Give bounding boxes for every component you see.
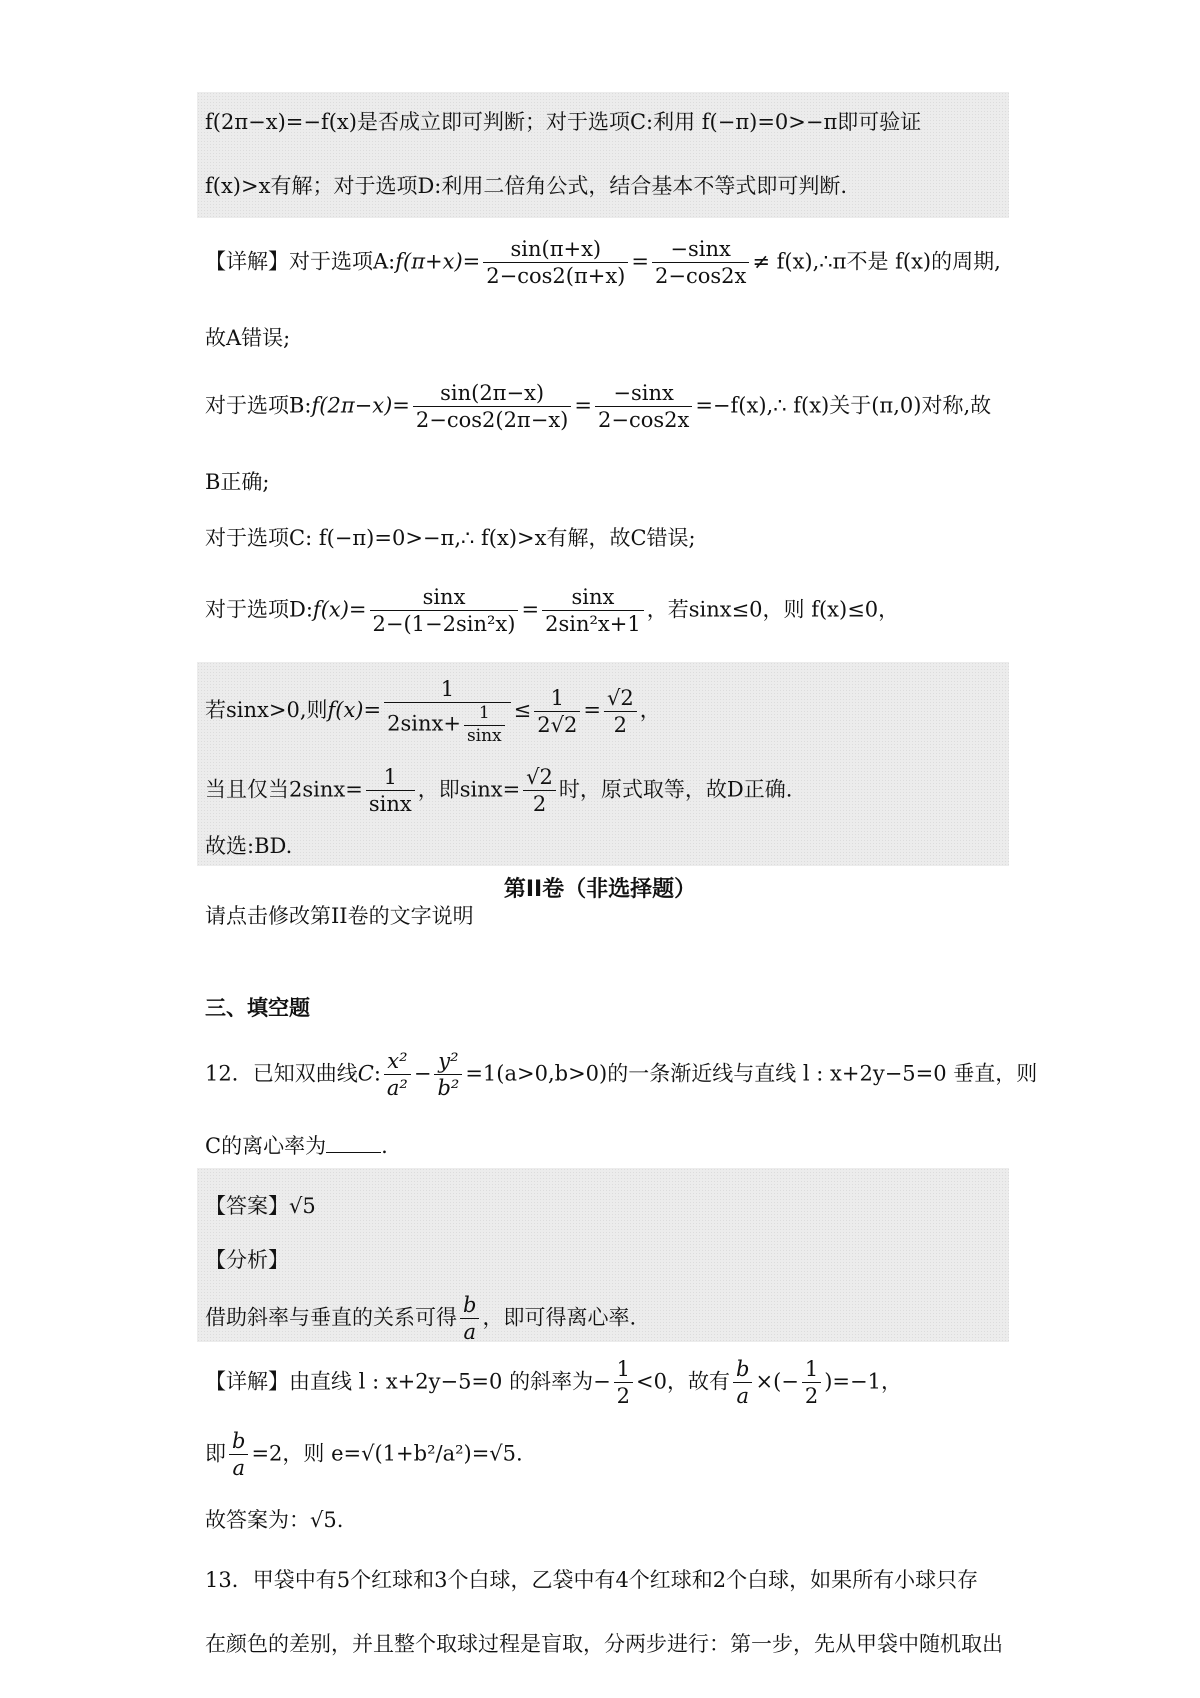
q12-line1 [205, 1048, 1037, 1102]
frac-den: 2−cos2(π+x) [486, 264, 626, 289]
detail-d-lhs: f(x)= [312, 597, 367, 622]
detail-b-lhs: f(2π−x)= [311, 393, 410, 418]
frac-den: 2 [613, 712, 628, 737]
detail12-f2 [733, 1356, 752, 1410]
analysis-frac [460, 1292, 479, 1346]
analysis-prefix: 借助斜率与垂直的关系可得 [205, 1305, 457, 1330]
detail12-mid: <0，故有 [636, 1369, 731, 1394]
frac-den: 2−cos2(2π−x) [415, 408, 569, 433]
answer-value: √5 [289, 1194, 316, 1218]
detail12-tail: )=−1， [824, 1369, 902, 1394]
frac-den: a [232, 1456, 245, 1481]
detail12-line3: 故答案为：√5. [205, 1508, 344, 1532]
detail-d-line [205, 584, 899, 638]
analysis-line [205, 1292, 636, 1346]
shade2-prefix: 若sinx>0,则 [205, 697, 328, 722]
detail-a-lhs: f(π+x)= [395, 249, 481, 274]
shade2-l2-frac [366, 764, 415, 818]
frac-num: 1 [464, 703, 505, 725]
detail-a-line [205, 236, 1001, 290]
shade2-l2-mid: ，即sinx= [417, 777, 521, 802]
q12-prefix: 12．已知双曲线 [205, 1061, 358, 1086]
detail12-f3 [802, 1356, 821, 1410]
frac-num: x² [384, 1048, 411, 1075]
frac-num: √2 [604, 685, 637, 712]
frac-den: 2√2 [537, 712, 578, 737]
detail-a-frac2 [652, 236, 749, 290]
shade2-line1 [205, 676, 661, 747]
frac-den: a [736, 1384, 749, 1409]
frac-num: b [733, 1356, 752, 1383]
detail12-line2 [205, 1428, 523, 1482]
frac-num: 1 [802, 1356, 821, 1383]
eq: = [631, 249, 649, 274]
frac-den: 2 [532, 792, 547, 817]
detail12-prefix: 【详解】由直线 l : x+2y−5=0 的斜率为− [205, 1369, 611, 1394]
detail-d-prefix: 对于选项D: [205, 597, 313, 622]
q12-line2-text: C的离心率为 [205, 1134, 327, 1158]
shade2-line2 [205, 764, 792, 818]
eq: = [521, 597, 540, 622]
detail-a-prefix: 【详解】对于选项A: [205, 249, 396, 274]
shade2-l2-prefix: 当且仅当2sinx= [205, 777, 363, 802]
detail12-l2-prefix: 即 [205, 1441, 226, 1466]
detail-a-frac1 [483, 236, 628, 290]
frac-num: sin(π+x) [483, 236, 628, 263]
frac-den: a [463, 1320, 476, 1345]
q12-minus: − [413, 1061, 432, 1086]
frac-num: −sinx [595, 380, 692, 407]
detail-b-line2: B正确; [205, 470, 270, 494]
detail-a-line2: 故A错误; [205, 326, 291, 350]
frac-num: b [229, 1428, 248, 1455]
shade1-line1: f(2π−x)=−f(x)是否成立即可判断；对于选项C:利用 f(−π)=0>−π即可验证 [205, 110, 922, 134]
detail-b-frac2 [595, 380, 692, 434]
shade2-l2-frac2 [523, 764, 556, 818]
frac-den: 2sin²x+1 [545, 612, 641, 637]
frac-num: −sinx [652, 236, 749, 263]
detail12-times: ×(− [755, 1369, 799, 1394]
q12-frac1 [384, 1048, 411, 1102]
frac-num: √2 [523, 764, 556, 791]
frac-den: 2−cos2x [654, 264, 747, 289]
answer-blank[interactable] [326, 1152, 381, 1153]
q12-line2-tail: . [381, 1134, 388, 1158]
analysis-tail: ，即可得离心率. [482, 1305, 637, 1330]
frac-den-a: 2sinx+ [387, 711, 461, 736]
shade2-frac3 [604, 685, 637, 739]
shade2-frac2 [534, 685, 580, 739]
q12-line2 [205, 1136, 388, 1157]
analysis-label: 【分析】 [205, 1248, 289, 1272]
frac-den: sinx [466, 725, 502, 746]
detail-b-line [205, 380, 991, 434]
q12-frac2 [434, 1048, 462, 1102]
shade2-l2-tail: 时，原式取等，故D正确. [558, 777, 793, 802]
detail-d-frac1 [370, 584, 519, 638]
frac-num: 1 [534, 685, 580, 712]
detail-b-prefix: 对于选项B: [205, 393, 312, 418]
frac-num: b [460, 1292, 479, 1319]
detail12-f1 [614, 1356, 633, 1410]
answer-line [205, 1196, 316, 1217]
frac-num: sinx [370, 584, 519, 611]
frac-num: sinx [542, 584, 644, 611]
detail-c-line: 对于选项C: f(−π)=0>−π,∴ f(x)>x有解，故C错误; [205, 526, 696, 550]
shade1-line2: f(x)>x有解；对于选项D:利用二倍角公式，结合基本不等式即可判断. [205, 174, 848, 198]
frac-den: 2−(1−2sin²x) [372, 612, 516, 637]
shade2-frac-big [384, 676, 511, 747]
frac-den [384, 703, 511, 747]
detail-b-frac1 [413, 380, 572, 434]
tail: ， [639, 697, 661, 722]
detail-a-rest: ≠ f(x),∴π不是 f(x)的周期, [752, 249, 1001, 274]
frac-num: 1 [384, 676, 511, 703]
detail-d-rest: ，若sinx≤0，则 f(x)≤0， [646, 597, 900, 622]
answer-label: 【答案】 [205, 1194, 289, 1218]
frac-num: sin(2π−x) [413, 380, 572, 407]
frac-num: y² [434, 1048, 462, 1075]
detail-b-rest: =−f(x),∴ f(x)关于(π,0)对称,故 [695, 393, 992, 418]
q13-line1: 13．甲袋中有5个红球和3个白球，乙袋中有4个红球和2个白球，如果所有小球只存 [205, 1568, 979, 1592]
q13-line2: 在颜色的差别，并且整个取球过程是盲取，分两步进行：第一步，先从甲袋中随机取出 [205, 1632, 1003, 1656]
frac-den: 2−cos2x [597, 408, 690, 433]
section-title: 第II卷（非选择题） [503, 877, 697, 902]
q12-rest: =1(a>0,b>0)的一条渐近线与直线 l : x+2y−5=0 垂直，则 [465, 1061, 1038, 1086]
frac-den: 2 [804, 1384, 819, 1409]
frac-num: 1 [614, 1356, 633, 1383]
frac-den: a² [386, 1076, 408, 1101]
frac-den: b² [437, 1076, 460, 1101]
detail-d-frac2 [542, 584, 644, 638]
frac-den: sinx [368, 792, 412, 817]
section-note: 请点击修改第II卷的文字说明 [205, 904, 474, 928]
detail12-l2-frac [229, 1428, 248, 1482]
frac-num: 1 [366, 764, 415, 791]
detail12-line1 [205, 1356, 902, 1410]
inner-frac [464, 703, 505, 747]
le: ≤ [513, 697, 532, 722]
shade2-lhs: f(x)= [327, 697, 382, 722]
eq: = [574, 393, 592, 418]
q12-c: C [357, 1061, 374, 1086]
part3-title: 三、填空题 [205, 996, 310, 1020]
frac-den: 2 [616, 1384, 631, 1409]
q12-colon: : [373, 1061, 381, 1086]
shade2-line3: 故选:BD. [205, 834, 293, 858]
detail12-l2-mid: =2，则 e=√(1+b²/a²)=√5. [251, 1441, 523, 1466]
eq: = [583, 697, 601, 722]
